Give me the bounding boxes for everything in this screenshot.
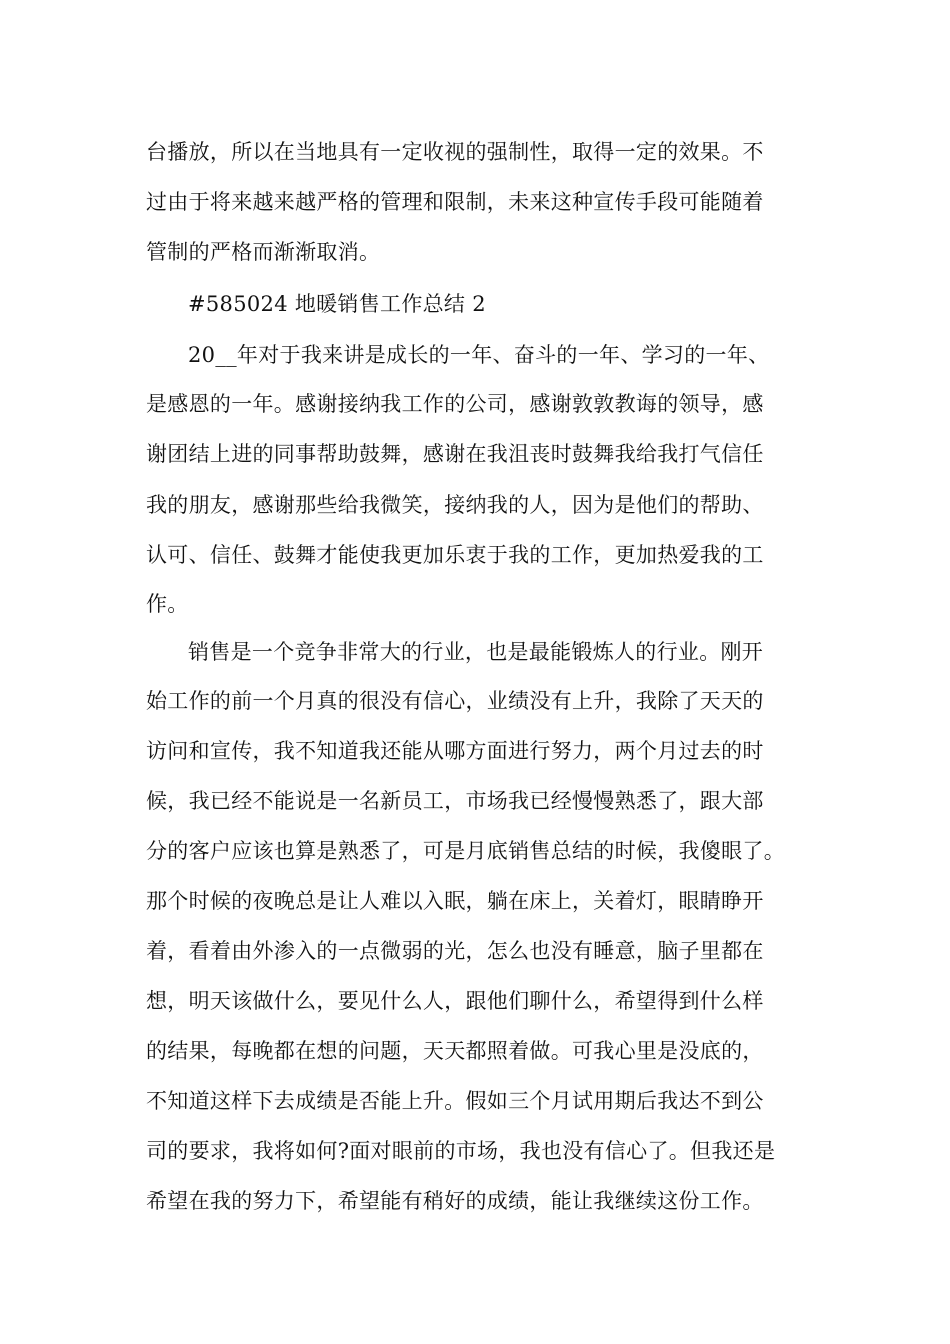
text-line: 20__年对于我来讲是成长的一年、奋斗的一年、学习的一年、 (188, 343, 770, 367)
text-line: 访问和宣传，我不知道我还能从哪方面进行努力，两个月过去的时 (146, 739, 764, 763)
text-line: 那个时候的夜晚总是让人难以入眠，躺在床上，关着灯，眼睛睁开 (146, 889, 764, 913)
text-line: 是感恩的一年。感谢接纳我工作的公司，感谢敦敦教诲的领导，感 (146, 392, 764, 416)
text-line: 的结果，每晚都在想的问题，天天都照着做。可我心里是没底的， (146, 1039, 764, 1063)
section-heading: #585024 地暖销售工作总结 2 (188, 292, 486, 316)
text-line: 希望在我的努力下，希望能有稍好的成绩，能让我继续这份工作。 (146, 1189, 764, 1213)
text-line: 管制的严格而渐渐取消。 (146, 240, 381, 264)
text-line: 候，我已经不能说是一名新员工，市场我已经慢慢熟悉了，跟大部 (146, 789, 764, 813)
text-line: 始工作的前一个月真的很没有信心，业绩没有上升，我除了天天的 (146, 689, 764, 713)
text-line: 过由于将来越来越严格的管理和限制，未来这种宣传手段可能随着 (146, 190, 764, 214)
text-line: 不知道这样下去成绩是否能上升。假如三个月试用期后我达不到公 (146, 1089, 764, 1113)
text-line: 着，看着由外渗入的一点微弱的光，怎么也没有睡意，脑子里都在 (146, 939, 764, 963)
text-line: 认可、信任、鼓舞才能使我更加乐衷于我的工作，更加热爱我的工 (146, 543, 764, 567)
text-line: 分的客户应该也算是熟悉了，可是月底销售总结的时候，我傻眼了。 (146, 839, 785, 863)
text-line: 我的朋友，感谢那些给我微笑，接纳我的人，因为是他们的帮助、 (146, 493, 764, 517)
text-line: 销售是一个竞争非常大的行业，也是最能锻炼人的行业。刚开 (188, 640, 764, 664)
text-line: 谢团结上进的同事帮助鼓舞，感谢在我沮丧时鼓舞我给我打气信任 (146, 442, 764, 466)
text-line: 作。 (146, 592, 189, 616)
text-line: 想，明天该做什么，要见什么人，跟他们聊什么，希望得到什么样 (146, 989, 764, 1013)
text-line: 台播放，所以在当地具有一定收视的强制性，取得一定的效果。不 (146, 140, 764, 164)
text-line: 司的要求，我将如何?面对眼前的市场，我也没有信心了。但我还是 (146, 1139, 776, 1163)
